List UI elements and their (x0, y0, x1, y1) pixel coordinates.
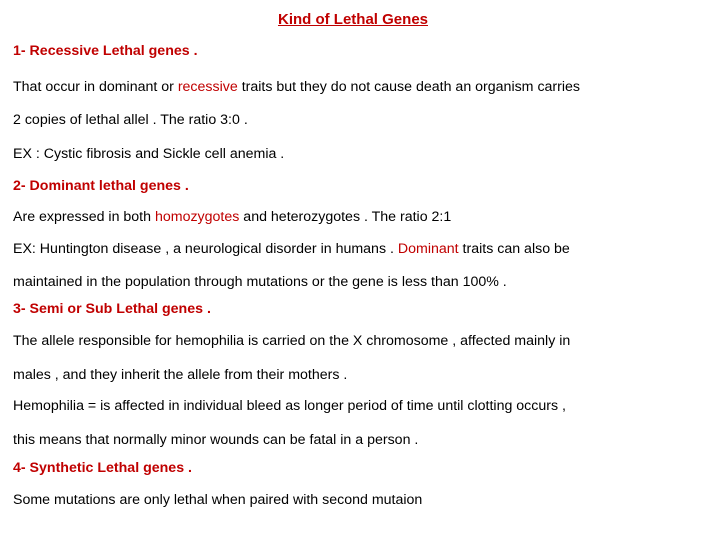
text-run: and heterozygotes . The ratio 2:1 (239, 209, 452, 225)
section-1-heading: 1- Recessive Lethal genes . (13, 43, 198, 59)
highlight-word: homozygotes (154, 209, 240, 225)
section-3-paragraph-2-line-1: Hemophilia = is affected in individual bleed as longer period of time until clotting occurs , (13, 398, 566, 414)
section-3-paragraph-1-line-1: The allele responsible for hemophilia is carried on the X chromosome , affected mainly in (13, 333, 571, 349)
text-run: traits can also be (458, 241, 570, 257)
section-3-heading: 3- Semi or Sub Lethal genes . (13, 301, 211, 317)
section-2-paragraph-2-line-1 (13, 240, 570, 258)
section-3-paragraph-1-line-2: males , and they inherit the allele from their mothers . (13, 367, 348, 383)
section-2-paragraph-1 (13, 208, 451, 226)
highlight-word: Dominant (397, 241, 459, 257)
section-2-heading: 2- Dominant lethal genes . (13, 178, 189, 194)
section-2-paragraph-2-line-2: maintained in the population through mutations or the gene is less than 100% . (13, 274, 507, 290)
text-run: EX: Huntington disease , a neurological disorder in humans . (13, 241, 398, 257)
section-4-paragraph: Some mutations are only lethal when paired with second mutaion (13, 492, 423, 508)
section-1-paragraph-line-1 (13, 78, 580, 96)
section-3-paragraph-2-line-2: this means that normally minor wounds can be fatal in a person . (13, 432, 419, 448)
page-title: Kind of Lethal Genes (277, 11, 428, 28)
text-run: That occur in dominant or (13, 79, 178, 95)
highlight-word: recessive (177, 79, 238, 95)
section-1-example: EX : Cystic fibrosis and Sickle cell anemia . (13, 146, 285, 162)
text-run: Are expressed in both (13, 209, 155, 225)
section-4-heading: 4- Synthetic Lethal genes . (13, 460, 192, 476)
text-run: traits but they do not cause death an organism carries (237, 79, 581, 95)
section-1-paragraph-line-2: 2 copies of lethal allel . The ratio 3:0 . (13, 112, 248, 128)
